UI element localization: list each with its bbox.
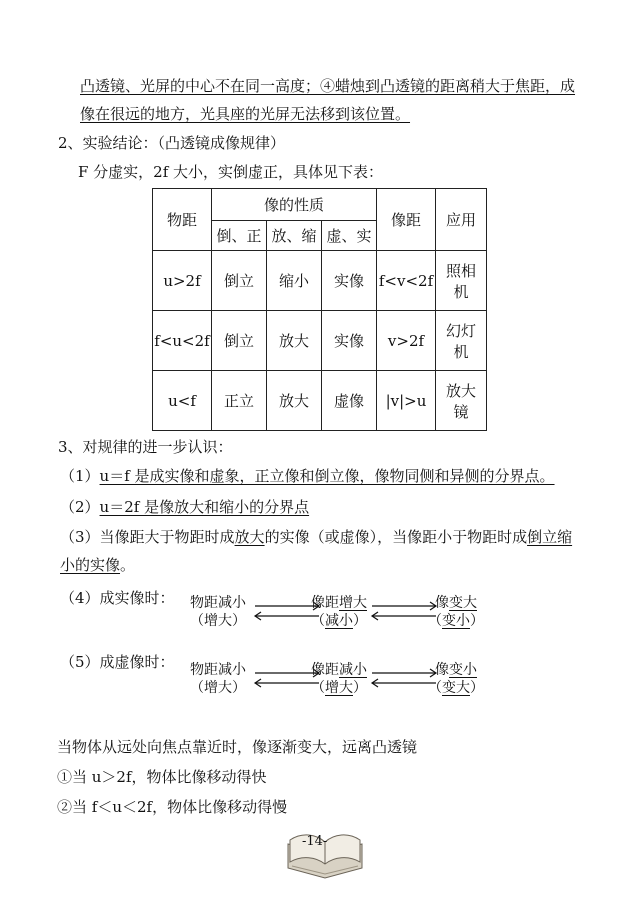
table-row <box>153 251 487 311</box>
subheader-real-virtual: 虚、实 <box>322 221 377 251</box>
cell-size: 放大 <box>267 311 322 371</box>
real-image-distance: 像距增大 （减小） <box>311 595 367 629</box>
cell-use: 放大 镜 <box>436 371 487 431</box>
real-object-distance: 物距减小 （增大） <box>190 595 246 629</box>
cell-image-distance: v>2f <box>377 311 436 371</box>
conclusion-subheading: F 分虚实，2f 大小，实倒虚正，具体见下表： <box>78 163 384 181</box>
table-row <box>153 371 487 431</box>
conclusion-heading: 2、实验结论：（凸透镜成像规律） <box>58 134 286 152</box>
cell-use: 照相 机 <box>436 251 487 311</box>
closing-line-3: ②当 f＜u＜2f，物体比像移动得慢 <box>57 798 288 816</box>
cell-object-distance: u>2f <box>153 251 212 311</box>
subheader-size: 放、缩 <box>267 221 322 251</box>
intro-line-1 <box>80 76 575 96</box>
virtual-image-size: 像变小 （变大） <box>428 662 484 696</box>
point-3-line-1: （3）当像距大于物距时成放大的实像（或虚像），当像距小于物距时成倒立缩 <box>60 528 573 546</box>
closing-line-2: ①当 u＞2f，物体比像移动得快 <box>57 768 267 786</box>
cell-real-virtual: 实像 <box>322 251 377 311</box>
cell-orientation: 倒立 <box>212 311 267 371</box>
subheader-orientation: 倒、正 <box>212 221 267 251</box>
cell-image-distance: f<v<2f <box>377 251 436 311</box>
cell-orientation: 正立 <box>212 371 267 431</box>
point-4-label: （4）成实像时： <box>60 589 175 607</box>
real-image-size: 像变大 （变小） <box>428 595 484 629</box>
virtual-image-distance: 像距减小 （增大） <box>311 662 367 696</box>
cell-orientation: 倒立 <box>212 251 267 311</box>
closing-line-1: 当物体从远处向焦点靠近时，像逐渐变大，远离凸透镜 <box>57 738 418 756</box>
virtual-object-distance: 物距减小 （增大） <box>190 662 246 696</box>
cell-use: 幻灯 机 <box>436 311 487 371</box>
point-5-label: （5）成虚像时： <box>60 653 175 671</box>
cell-object-distance: u<f <box>153 371 212 431</box>
cell-real-virtual: 实像 <box>322 311 377 371</box>
cell-real-virtual: 虚像 <box>322 371 377 431</box>
header-use: 应用 <box>436 189 487 251</box>
imaging-law-table <box>152 188 487 431</box>
point-3-line-2: 小的实像。 <box>60 556 136 574</box>
point-1: （1）u＝f 是成实像和虚象，正立像和倒立像，像物同侧和异侧的分界点。 <box>60 467 555 485</box>
page-number: -14- <box>302 834 328 849</box>
table-row <box>153 311 487 371</box>
intro-line-2 <box>80 104 410 124</box>
header-image-distance: 像距 <box>377 189 436 251</box>
further-heading: 3、对规律的进一步认识： <box>58 438 233 456</box>
cell-image-distance: |v|>u <box>377 371 436 431</box>
cell-object-distance: f<u<2f <box>153 311 212 371</box>
header-object-distance: 物距 <box>153 189 212 251</box>
point-2: （2）u＝2f 是像放大和缩小的分界点 <box>60 498 310 516</box>
intro-text-2: 像在很远的地方，光具座的光屏无法移到该位置。 <box>80 105 411 123</box>
header-image-nature: 像的性质 <box>212 189 377 221</box>
cell-size: 缩小 <box>267 251 322 311</box>
cell-size: 放大 <box>267 371 322 431</box>
intro-text-1: 凸透镜、光屏的中心不在同一高度；④蜡烛到凸透镜的距离稍大于焦距，成 <box>80 77 576 95</box>
